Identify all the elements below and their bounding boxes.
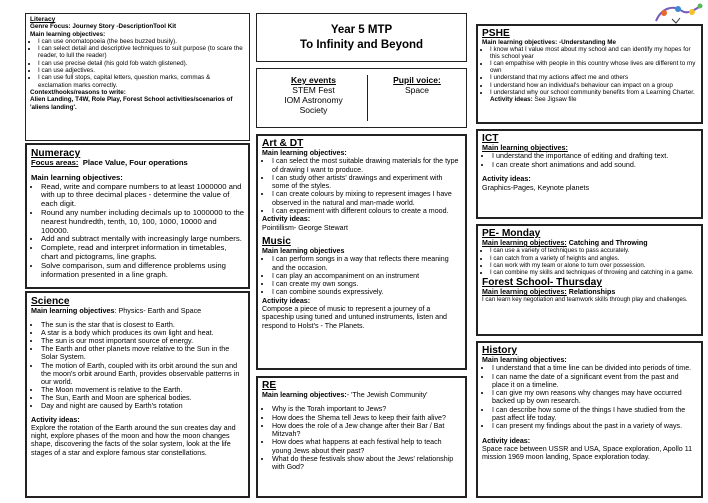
pe-heading: PE- Monday — [482, 228, 541, 239]
literacy-objectives-label: Main learning objectives: — [30, 30, 106, 38]
re-heading: RE — [262, 380, 277, 391]
science-objectives-list — [31, 321, 244, 410]
list-item: • Read, write and compare numbers to at least 1000000 and with up to three decimal places - determine the value of each digit. — [41, 183, 244, 209]
science-objectives-text: : Physics- Earth and Space — [114, 306, 202, 315]
list-item: • How does the role of a Jew change after their Bar / Bat Mitzvah? — [272, 422, 461, 439]
list-item: • I can name the date of a significant event from the past and place it on a timeline. — [492, 373, 697, 390]
art-music-box — [256, 134, 467, 370]
history-box — [476, 341, 703, 498]
list-item: • Solve comparison, sum and difference problems using information presented in a line graph. — [41, 262, 244, 280]
list-item: • I understand that a time line can be divided into periods of time. — [492, 364, 697, 372]
list-item: • I can describe how some of the things I have studied from the past affect life today. — [492, 406, 697, 423]
science-objectives-label: Main learning objectives — [31, 306, 115, 315]
re-objectives-label: Main learning objectives: — [262, 391, 347, 399]
pupil-voice — [369, 75, 465, 121]
key-event-item: STEM Fest — [292, 85, 335, 95]
page-subtitle: To Infinity and Beyond — [299, 39, 424, 51]
list-item: • I can create colours by mixing to represent images I have observed in the natural and man-made world. — [272, 190, 461, 207]
list-item: • I can use a variety of techniques to pass accurately. — [490, 247, 697, 254]
history-objectives-label: Main learning objectives: — [482, 356, 567, 364]
list-item: • Add and subtract mentally with increasingly large numbers. — [41, 235, 244, 244]
forest-objectives — [482, 288, 697, 296]
pshe-activity-label: Activity ideas: — [490, 95, 533, 103]
list-item: • I can select detail and descriptive techniques to suit purpose (to scare the reader, to lull the reader) — [38, 45, 245, 60]
literacy-objectives-list — [30, 38, 245, 89]
numeracy-focus — [31, 159, 244, 168]
pupil-voice-heading: Pupil voice: — [393, 75, 441, 85]
list-item: • A star is a body which produces its own light and heat. — [41, 329, 244, 337]
list-item: • I can study other artists' drawings and experiment with some of the styles. — [272, 174, 461, 191]
science-objectives — [31, 307, 244, 315]
re-objectives-list — [262, 405, 461, 471]
pshe-objectives-list — [482, 46, 697, 103]
list-item: • Complete, read and interpret information in timetables, chart and pictograms, line graphs. — [41, 244, 244, 262]
list-item: • I understand how an individual's behaviour can impact on a group — [490, 82, 697, 89]
music-objectives-label: Main learning objectives — [262, 246, 345, 255]
list-item: • I can give my own reasons why changes may have occurred backed up by own research. — [492, 389, 697, 406]
list-item: • I can select the most suitable drawing materials for the type of drawing I want to produce. — [272, 157, 461, 174]
ict-heading: ICT — [482, 133, 499, 144]
list-item: • I can use precise detail (his gold fob watch glistened). — [38, 60, 245, 67]
ict-objectives-label: Main learning objectives: — [482, 143, 568, 152]
numeracy-focus-text: Place Value, Four operations — [82, 158, 188, 167]
list-item: • The Sun, Earth and Moon are spherical bodies. — [41, 394, 244, 402]
history-objectives-list — [482, 364, 697, 430]
pe-box — [476, 224, 703, 336]
literacy-box — [25, 13, 250, 141]
art-objectives-label: Main learning objectives: — [262, 149, 347, 157]
literacy-context-detail: Alien Landing, T4W, Role Play, Forest School activities/scenarios of 'aliens landing'. — [30, 96, 233, 111]
ict-objectives-list — [482, 152, 697, 169]
ict-activity-text: Graphics-Pages, Keynote planets — [482, 182, 590, 192]
art-heading: Art & DT — [262, 138, 304, 149]
list-item: • The motion of Earth, coupled with its orbit around the sun and the moon's orbit around Earth, provides observable patterns in our world. — [41, 362, 244, 386]
list-item: • I can catch from a variety of heights and angles. — [490, 255, 697, 262]
music-objectives-list — [262, 255, 461, 296]
pshe-box — [476, 24, 703, 124]
list-item: • I can use onomatopoeia (the bees buzzed busily). — [38, 38, 245, 45]
music-activity-text: Compose a piece of music to represent a journey of a spaceship using tuned and untuned instruments, listen and respond to Holst's - The Planets. — [262, 305, 447, 330]
pshe-heading: PSHE — [482, 28, 510, 39]
forest-text: I can learn key negotiation and teamwork skills through play and challenges. — [482, 296, 688, 304]
forest-objectives-text: Relationships — [568, 288, 616, 297]
re-objectives — [262, 391, 461, 399]
pshe-item-text: I understand why our school community benefits from a Learning Charter. — [490, 88, 695, 96]
key-event-item: Society — [299, 105, 328, 115]
science-heading: Science — [31, 296, 70, 307]
pshe-objectives-label: Main learning objectives: -Understanding Me — [482, 39, 617, 46]
list-item: • I can create short animations and add sound. — [492, 161, 697, 169]
literacy-genre: Genre Focus: Journey Story -DescriptionTool Kit — [30, 23, 177, 31]
list-item: • I can empathise with people in this country whose lives are different to my own — [490, 60, 697, 74]
numeracy-focus-label: Focus areas: — [31, 158, 79, 167]
key-event-item: IOM Astronomy — [284, 95, 343, 105]
list-item: • The sun is our most important source of energy. — [41, 337, 244, 345]
events-box — [256, 68, 467, 128]
list-item: • I understand the importance of editing and drafting text. — [492, 152, 697, 160]
literacy-context-label: Context/hooks/reasons to write: — [30, 88, 126, 96]
pupil-voice-text: Space — [404, 85, 430, 95]
key-events — [260, 75, 368, 121]
numeracy-objectives-label: Main learning objectives: — [31, 172, 123, 182]
forest-heading: Forest School- Thursday — [482, 277, 603, 289]
science-activity-label: Activity ideas: — [31, 415, 80, 425]
list-item: • I can perform songs in a way that reflects there meaning and the occasion. — [272, 255, 461, 272]
list-item: • I can combine sounds expressively. — [272, 288, 461, 296]
list-item: • I can combine my skills and techniques of throwing and catching in a game. — [490, 269, 697, 276]
ict-box — [476, 129, 703, 219]
ict-activity-label: Activity ideas: — [482, 174, 531, 184]
list-item: • I can create my own songs. — [272, 280, 461, 288]
list-item: • The Moon movement is relative to the Earth. — [41, 386, 244, 394]
music-activity-label: Activity ideas: — [262, 296, 311, 305]
list-item: • The sun is the star that is closest to Earth. — [41, 321, 244, 329]
re-objectives-text: - 'The Jewish Community' — [346, 391, 428, 399]
list-item: • Why is the Torah important to Jews? — [272, 405, 461, 413]
list-item: • I know what I value most about my school and can identify my hopes for this school year — [490, 46, 697, 60]
list-item: • How does the Shema tell Jews to keep their faith alive? — [272, 414, 461, 422]
list-item — [490, 89, 697, 103]
literacy-heading: Literacy — [30, 16, 56, 23]
list-item: • I can present my findings about the past in a variety of ways. — [492, 422, 697, 430]
page-title: Year 5 MTP — [330, 24, 393, 36]
science-box — [25, 291, 250, 498]
list-item: • I can play an accompaniment on an instrument — [272, 272, 461, 280]
list-item: • How does what happens at each festival help to teach young Jews about their past? — [272, 438, 461, 455]
school-logo-icon — [652, 1, 706, 25]
art-objectives-list — [262, 157, 461, 215]
pshe-activity-text: See Jigsaw file — [534, 95, 577, 103]
list-item: • I can experiment with different colours to create a mood. — [272, 207, 461, 215]
list-item: • What do these festivals show about the Jews' relationship with God? — [272, 455, 461, 472]
pe-objectives — [482, 239, 697, 247]
list-item: • Round any number including decimals up to 1000000 to the nearest hundredth, tenth, 10, 100, 1000, 10000 and 100000. — [41, 209, 244, 235]
pe-objectives-list — [482, 247, 697, 276]
music-heading: Music — [262, 235, 291, 247]
numeracy-box — [25, 143, 250, 289]
art-activity-text: Pointillism- George Stewart — [262, 223, 348, 232]
list-item: • Day and night are caused by Earth's rotation — [41, 402, 244, 410]
list-item: • I can work with my team or alone to turn over possession. — [490, 262, 697, 269]
art-activity-label: Activity ideas: — [262, 215, 311, 224]
title-box — [256, 13, 467, 62]
pe-objectives-text: Catching and Throwing — [568, 239, 648, 247]
numeracy-heading: Numeracy — [31, 148, 81, 159]
science-activity-text: Explore the rotation of the Earth around the sun creates day and night, explore phases of the moon and how the moon changes shape, discovering the facts of the solar system, look at the life stages of a star and explore famous star constellations. — [31, 423, 236, 457]
list-item: • I can use full stops, capital letters, question marks, commas & exclamation marks correctly. — [38, 74, 245, 89]
forest-objectives-label: Main learning objectives: — [482, 288, 567, 297]
list-item: • I understand that my actions affect me and others — [490, 74, 697, 81]
list-item: • I can use adjectives. — [38, 67, 245, 74]
pe-objectives-label: Main learning objectives: — [482, 239, 567, 247]
key-events-heading: Key events — [291, 75, 336, 85]
list-item: • The Earth and other planets move relative to the Sun in the Solar System. — [41, 345, 244, 361]
history-activity-text: Space race between USSR and USA, Space exploration, Apollo 11 mission 1969 moon landing, Space exploration today. — [482, 444, 693, 462]
history-heading: History — [482, 345, 518, 356]
re-box — [256, 376, 467, 498]
numeracy-objectives-list — [31, 183, 244, 280]
history-activity-label: Activity ideas: — [482, 436, 531, 445]
